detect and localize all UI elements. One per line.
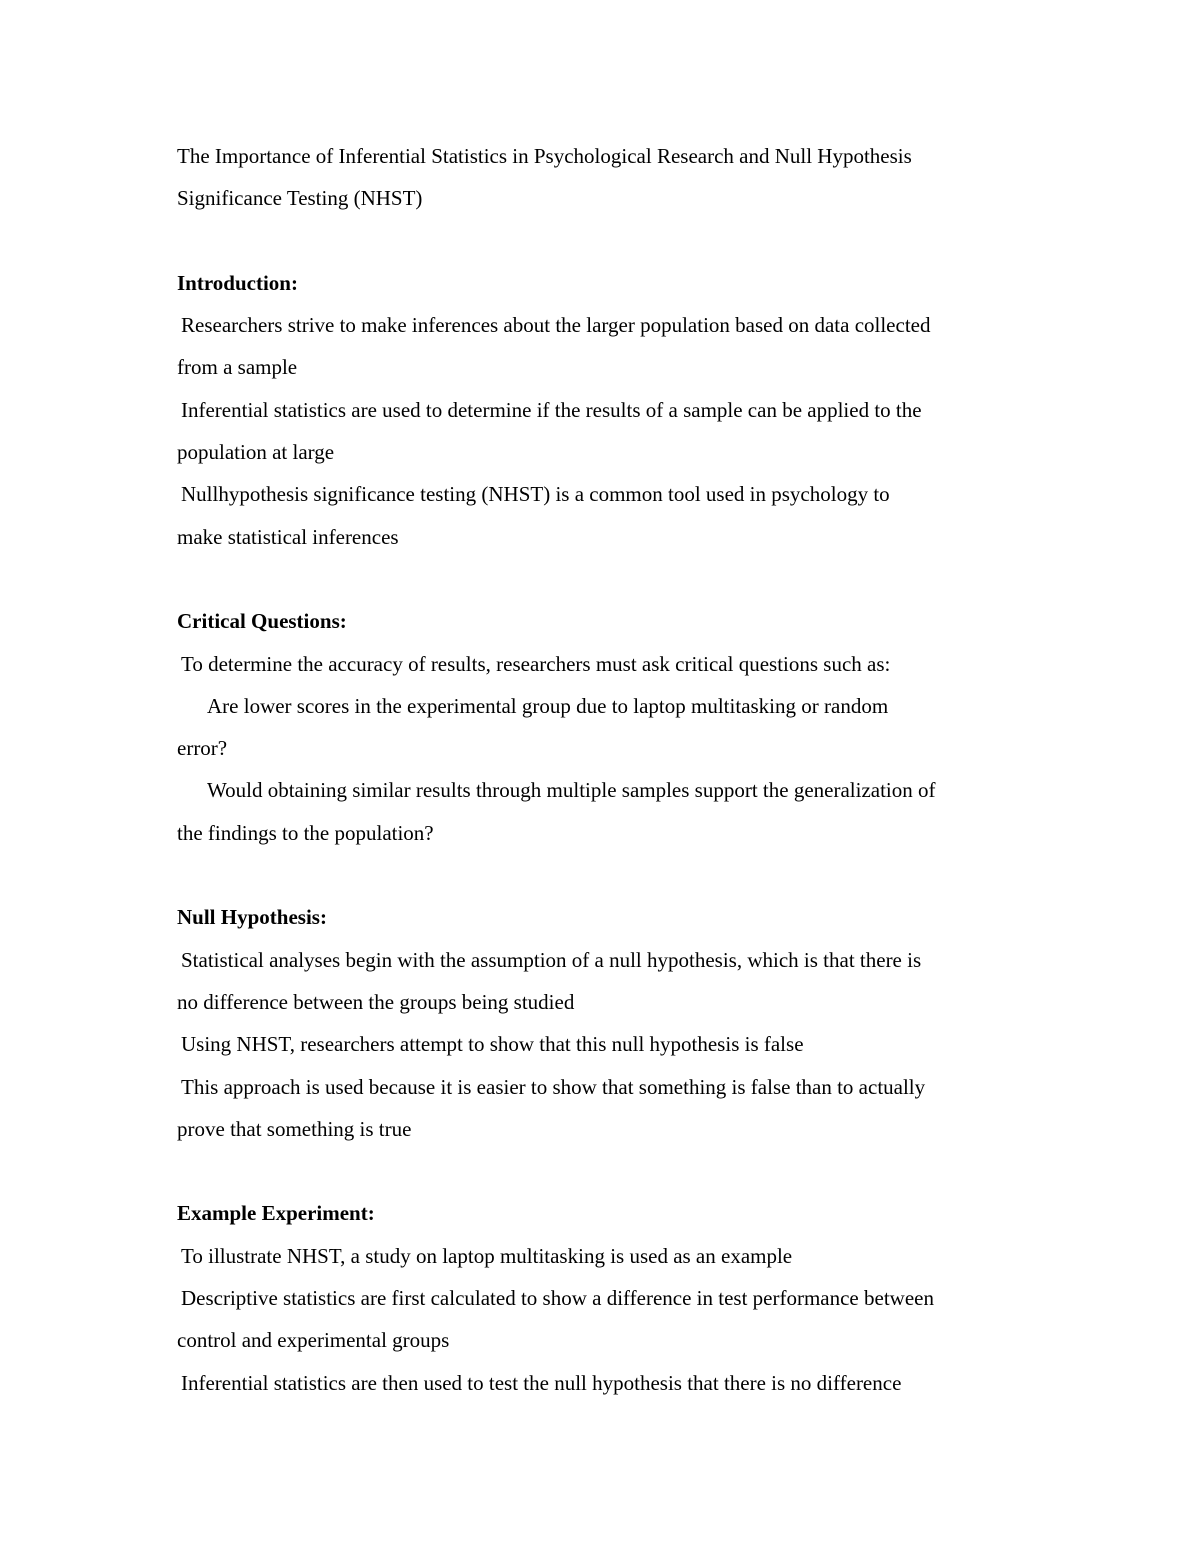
- null-hypothesis-line: no difference between the groups being studied: [177, 989, 575, 1014]
- null-hypothesis-line: Using NHST, researchers attempt to show that this null hypothesis is false: [181, 1032, 804, 1057]
- introduction-heading: Introduction:: [177, 270, 298, 295]
- introduction-line: population at large: [177, 440, 335, 465]
- example-experiment-line: To illustrate NHST, a study on laptop multitasking is used as an example: [181, 1243, 793, 1268]
- spacer: [177, 220, 1037, 262]
- introduction-line: make statistical inferences: [177, 524, 399, 549]
- introduction-line: from a sample: [177, 355, 298, 380]
- critical-questions-line: the findings to the population?: [177, 820, 434, 845]
- introduction-line: Inferential statistics are used to determine if the results of a sample can be applied to the: [181, 397, 922, 422]
- null-hypothesis-line: This approach is used because it is easier to show that something is false than to actually: [181, 1074, 926, 1099]
- critical-questions-line: error?: [177, 736, 228, 761]
- critical-questions-line: Are lower scores in the experimental group due to laptop multitasking or random: [207, 693, 889, 718]
- document-title-line-1: The Importance of Inferential Statistics in Psychological Research and Null Hypothesis: [177, 144, 912, 168]
- spacer: [177, 1150, 1037, 1192]
- example-experiment-line: control and experimental groups: [177, 1328, 450, 1353]
- critical-questions-heading: Critical Questions:: [177, 609, 347, 634]
- null-hypothesis-line: prove that something is true: [177, 1116, 412, 1141]
- critical-questions-line: Would obtaining similar results through multiple samples support the generalization of: [207, 778, 936, 803]
- spacer: [177, 558, 1037, 600]
- null-hypothesis-line: Statistical analyses begin with the assumption of a null hypothesis, which is that there is: [181, 947, 922, 972]
- introduction-line: Nullhypothesis significance testing (NHST) is a common tool used in psychology to: [181, 482, 890, 507]
- example-experiment-heading: Example Experiment:: [177, 1201, 375, 1226]
- critical-questions-line: To determine the accuracy of results, researchers must ask critical questions such as:: [181, 651, 891, 676]
- document-body: [177, 135, 1037, 1404]
- document-title-line-2: Significance Testing (NHST): [177, 186, 423, 211]
- introduction-line: Researchers strive to make inferences about the larger population based on data collected: [181, 313, 931, 338]
- example-experiment-line: Inferential statistics are then used to test the null hypothesis that there is no difference: [181, 1370, 902, 1395]
- example-experiment-line: Descriptive statistics are first calculated to show a difference in test performance between: [181, 1286, 934, 1311]
- spacer: [177, 854, 1037, 896]
- null-hypothesis-heading: Null Hypothesis:: [177, 905, 327, 930]
